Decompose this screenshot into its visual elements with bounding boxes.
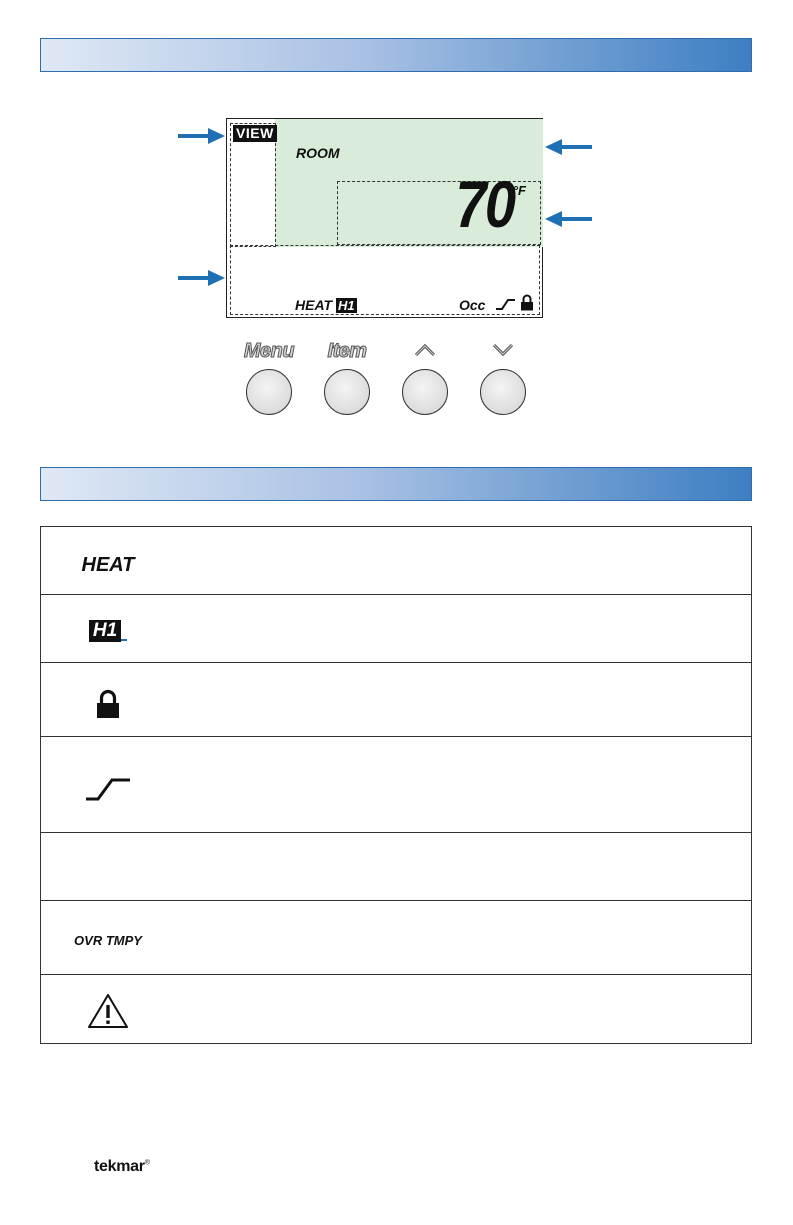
staging-icon <box>495 297 517 311</box>
heat-label: HEAT <box>295 297 333 313</box>
menu-button[interactable] <box>246 369 292 415</box>
chevron-down-icon <box>491 342 515 358</box>
table-row <box>41 737 751 833</box>
item-button-label: Item <box>327 340 367 362</box>
table-row <box>41 833 751 901</box>
lock-icon <box>95 689 121 719</box>
section-header-bar <box>40 467 752 501</box>
h1-badge: H1 <box>337 298 355 313</box>
section-header-bar <box>40 38 752 72</box>
tekmar-logo <box>94 1158 150 1176</box>
temperature-unit: °F <box>512 183 526 198</box>
room-label: ROOM <box>296 145 340 161</box>
arrow-right-icon <box>178 126 226 146</box>
table-row <box>41 663 751 737</box>
symbol-cell <box>41 903 191 977</box>
arrow-right-icon <box>178 268 226 288</box>
occ-label: Occ <box>459 297 486 313</box>
staging-icon <box>84 775 132 803</box>
item-button[interactable] <box>324 369 370 415</box>
occ-status <box>459 297 485 313</box>
view-badge: VIEW <box>233 125 277 142</box>
menu-button-label: Menu <box>243 340 295 362</box>
table-row <box>41 595 751 663</box>
table-row <box>41 527 751 595</box>
override-temporary-symbol: OVR TMPY <box>74 932 142 948</box>
symbol-table <box>40 526 752 1044</box>
lcd-display <box>226 118 543 318</box>
symbol-cell <box>41 833 191 901</box>
table-row <box>41 901 751 975</box>
down-button[interactable] <box>480 369 526 415</box>
warning-icon <box>86 992 130 1030</box>
heat-status <box>295 297 357 313</box>
lock-icon <box>520 294 534 311</box>
symbol-cell <box>41 597 191 665</box>
symbol-cell <box>41 741 191 837</box>
lcd-status-zone <box>230 245 540 315</box>
h1-underline <box>121 639 127 641</box>
arrow-left-icon <box>544 209 592 229</box>
registered-mark: ® <box>144 1159 150 1167</box>
arrow-left-icon <box>544 137 592 157</box>
logo-text: tekmar <box>94 1158 145 1175</box>
temperature-readout: 70 <box>454 167 514 241</box>
heat-symbol: HEAT <box>81 553 135 576</box>
symbol-cell <box>41 977 191 1045</box>
symbol-cell <box>41 531 191 599</box>
h1-symbol: H1 <box>89 620 121 642</box>
chevron-up-icon <box>413 342 437 358</box>
table-row <box>41 975 751 1043</box>
up-button[interactable] <box>402 369 448 415</box>
symbol-cell <box>41 667 191 741</box>
